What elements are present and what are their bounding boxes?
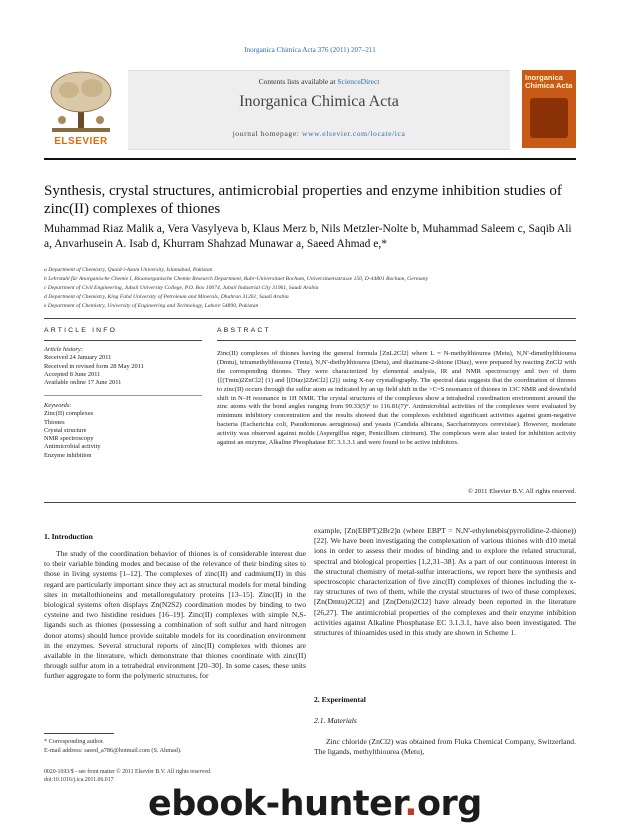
experimental-heading: 2. Experimental [314,695,366,704]
elsevier-tree-logo [44,70,118,152]
article-info-rule [44,340,202,341]
keywords-list [44,402,202,460]
contents-prefix: Contents lists available at [258,77,338,86]
affiliation-e: e Department of Chemistry, University of Engineering and Technology, Lahore 54890, Pakistan [44,303,259,309]
materials-heading: 2.1. Materials [314,716,357,725]
contents-line [128,77,510,86]
journal-header-box [128,70,510,150]
corresponding-author-note: * Corresponding author. [44,738,104,745]
watermark-text [148,784,608,824]
affiliation-d: d Department of Chemistry, King Fahd University of Petroleum and Minerals, Dhahran 31261, Saudi Arabia [44,294,289,300]
article-history [44,346,202,387]
history-received: Received 24 January 2011 [44,354,112,362]
author-email[interactable]: E-mail address: saeed_a786@hotmail.com (S. Ahmad). [44,747,182,754]
history-accepted: Accepted 8 June 2011 [44,370,101,378]
affiliation-c: c Department of Civil Engineering, Jubail University College, P.O. Box 10074, Jubail Industrial City 31961, Saudi Arabia [44,285,319,291]
materials-paragraph: Zinc chloride (ZnCl2) was obtained from Fluka Chemical Company, Switzerland. The ligands, methylthiourea (Metu), [314,737,576,757]
introduction-heading: 1. Introduction [44,532,93,541]
cover-illustration [530,98,568,138]
introduction-paragraph: The study of the coordination behavior of thiones is of considerable interest due to their variable binding modes and because of the relevance of their binding sites to those in living systems [1–12]. The complexes of zinc(II) and cadmium(II) in this regard are particularly important since they act as structural models for metal binding sites in metallothioneins and metalloregulatory proteins [13–15]. Zinc(II) in the biological systems often displays Zn(N2S2) coordination modes by binding to two cysteine and two histidine residues [16–19]. Zinc(II) complexes with simple N,S-ligands such as thiones (possessing a combination of soft sulfur and hard nitrogen donor atoms) should hence provide suitable models for its coordination environment in the enzymes. Several structural reports of zinc(II) complexes with thiones are available in the literature, which demonstrate that thiones coordinate with zinc(II) through sulfur atom in a tetrahedral environment [20–30]. In some cases, these units further aggregate to form the polymeric structures, for [44,549,306,681]
keyword-item: Crystal structure [44,426,87,434]
header-rule [44,158,576,160]
keyword-item: Enzyme inhibition [44,451,92,459]
article-info-label: ARTICLE INFO [44,327,118,334]
masthead [44,70,576,152]
homepage-link[interactable]: www.elsevier.com/locate/ica [302,129,406,138]
abstract-bottom-rule [44,502,576,503]
keyword-item: Thiones [44,418,65,426]
abstract-rule [217,340,576,341]
journal-name: Inorganica Chimica Acta [239,93,399,110]
affiliation-b: b Lehrstuhl für Anorganische Chemie I, Bioanorganische Chemie Research Department, Ruhr-Universitaet Bochum, Universitaetsstrasse 150, D-44801 Bochum, Germany [44,276,428,282]
watermark-main: ebook-hunter [148,784,405,824]
cover-title: Inorganica Chimica Acta [525,73,573,90]
journal-cover-image [522,70,576,148]
keyword-item: NMR spectroscopy [44,435,94,443]
keyword-item: Antimicrobial activity [44,443,101,451]
affiliation-rule [44,318,576,319]
watermark-dot: . [404,784,417,824]
history-online: Available online 17 June 2011 [44,379,122,387]
abstract-text: Zinc(II) complexes of thiones having the general formula [ZnL2Cl2] where L = N-methylthiourea (Metu), N,N'-dimethylthiourea (Dmtu), tetramethylthiourea (Tmtu), N,N'-diethylthiourea (Detu), and diazinane-2-thione (Diaz), were prepared by reacting ZnCl2 with the corresponding thiones. They were characterized by elemental analysis, IR and NMR spectroscopy and two of them {[(Tmtu)2ZnCl2] (1) and [(Diaz)2ZnCl2] (2)} using X-ray crystallography. The spectral data suggests that the coordination of thiones to zinc(II) occurs through the sulfur atom as indicated by an up field shift in the >C=S resonance of thiones in 13C NMR and downfield shift in N–H resonance in 1H NMR. The crystal structures of the complexes show a tetrahedral coordination environment around the zinc atoms with the bond angles ranging from 99.33(5)° to 116.81(7)°. Antimicrobial activities of the complexes were evaluated by minimum inhibitory concentration and the results showed that the complexes exhibited significant activities against gram-negative bacteria (Escherichia coli, Pseudomonas aeruginosa) and yeasts (Candida albicans, Saccharomyces cerevisiae). However, moderate activity was observed against molds (Aspergillus niger, Penicillium citrinum). The complexes were also tested for inhibition activity against an enzyme, Alkaline Phosphatase EC 3.1.3.1 and were found to be active inhibitors. [217,350,576,447]
watermark-tld: org [416,784,482,824]
keywords-heading: Keywords: [44,402,72,409]
keyword-item: Zinc(II) complexes [44,410,94,418]
homepage-prefix: journal homepage: [232,129,302,138]
introduction-continued: example, [Zn(EBPT)2Br2]n (where EBPT = N,N'-ethylenebis(pyrrolidine-2-thione)) [22]. We have been investigating the complexation of various thiones with d10 metal ions in order to assess their modes of binding and to explore the related structural, spectral and biological properties [1,2,31–38]. As a part of our continuous interest in the structural chemistry of metal-sulfur interactions, we report here the synthesis and spectroscopic characterization of five zinc(II) complexes of thiones including the x-ray structures of two of them, while the crystal structures of two of these complexes, [Zn(Dmtu)2Cl2] and [Zn(Detu)2Cl2] have already been reported in the literature [26,27]. The antimicrobial properties of the complexes and their enzyme inhibition activities against Alkaline Phosphatase EC 3.1.3.1, have also been investigated. The structures of thioamides used in this study are shown in Scheme 1. [314,526,576,638]
footnote-rule [44,733,114,734]
sciencedirect-link[interactable]: ScienceDirect [337,77,380,86]
history-heading: Article history: [44,346,83,353]
publisher-name: ELSEVIER [54,136,108,147]
keywords-rule [44,395,202,396]
abstract-label: ABSTRACT [217,327,271,334]
journal-homepage [128,129,510,138]
author-list: Muhammad Riaz Malik a, Vera Vasylyeva b, Klaus Merz b, Nils Metzler-Nolte b, Muhammad Saleem c, Saqib Ali a, Anvarhusein A. Isab d, Khurram Shahzad Munawar a, Saeed Ahmad e,* [44,223,572,250]
history-revised: Received in revised form 28 May 2011 [44,362,144,370]
doi-link[interactable]: doi:10.1016/j.ica.2011.06.017 [44,777,114,783]
copyright-notice: © 2011 Elsevier B.V. All rights reserved. [467,488,576,495]
article-title: Synthesis, crystal structures, antimicrobial properties and enzyme inhibition studies of zinc(II) complexes of thiones [44,183,562,217]
journal-reference[interactable]: Inorganica Chimica Acta 376 (2011) 207–211 [244,46,376,54]
affiliation-a: a Department of Chemistry, Quaid-i-Azam University, Islamabad, Pakistan [44,267,213,273]
issn-line: 0020-1693/$ - see front matter © 2011 Elsevier B.V. All rights reserved. [44,769,212,775]
